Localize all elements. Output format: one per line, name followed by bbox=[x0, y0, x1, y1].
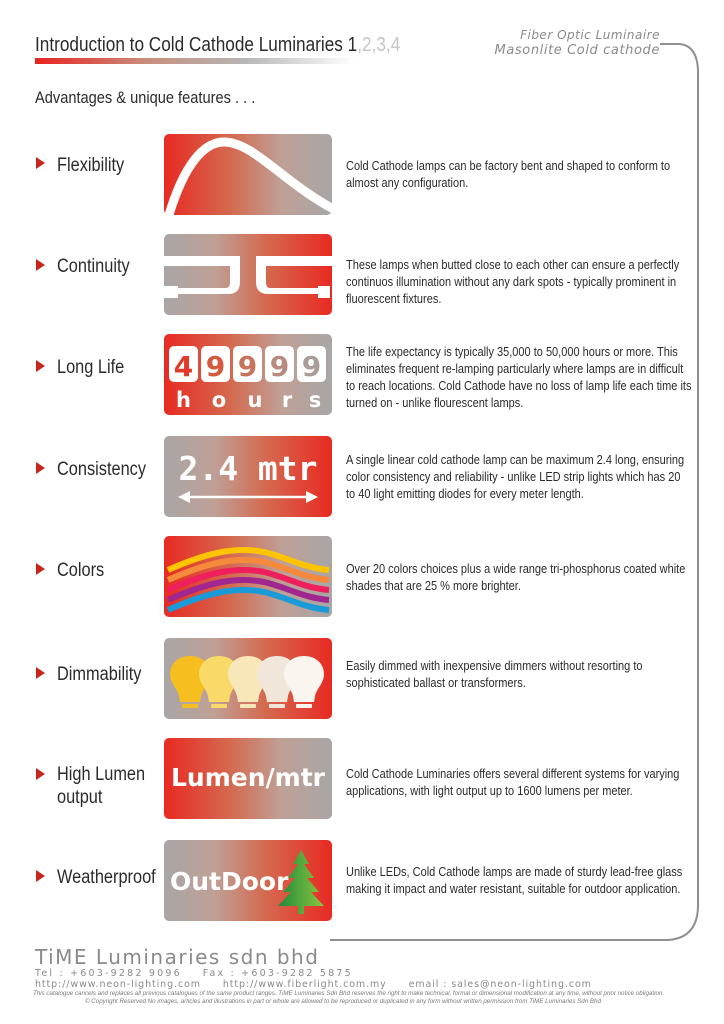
butted-tubes-icon bbox=[164, 234, 332, 315]
feature-label bbox=[57, 763, 145, 809]
svg-text:4: 4 bbox=[173, 350, 194, 383]
feature-description: Cold Cathode lamps can be factory bent and shaped to conform to almost any configuration. bbox=[346, 159, 671, 190]
length-arrow-icon bbox=[164, 436, 332, 517]
website-link-neon[interactable]: http://www.neon-lighting.com bbox=[35, 979, 201, 990]
section-subtitle: Advantages & unique features . . . bbox=[35, 88, 256, 107]
color-waves-icon bbox=[164, 536, 332, 617]
svg-text:9: 9 bbox=[269, 350, 290, 383]
svg-text:2.4 mtr: 2.4 mtr bbox=[178, 449, 318, 488]
feature-label: Consistency bbox=[57, 459, 147, 480]
feature-label: Long Life bbox=[57, 357, 125, 378]
feature-description: Over 20 colors choices plus a wide range tri-phosphorus coated white shades that are 25 % more brighter. bbox=[346, 562, 686, 593]
feature-label: Colors bbox=[57, 560, 105, 581]
phone-number: Tel : +603-9282 9096 bbox=[35, 968, 182, 979]
bullet-arrow-icon bbox=[36, 768, 45, 780]
page-title-text: Introduction to Cold Cathode Luminaries bbox=[35, 34, 343, 56]
bullet-arrow-icon bbox=[36, 259, 45, 271]
outdoor-tree-icon bbox=[164, 840, 332, 921]
hours-counter-icon bbox=[164, 334, 332, 415]
svg-text:OutDoor: OutDoor bbox=[170, 867, 289, 896]
feature-label: Weatherproof bbox=[57, 867, 156, 888]
lumen-text-icon bbox=[164, 738, 332, 819]
feature-colors bbox=[0, 536, 724, 618]
feature-long-life bbox=[0, 334, 724, 416]
feature-label-line1: High Lumen bbox=[57, 764, 146, 785]
svg-text:r: r bbox=[281, 388, 293, 412]
svg-text:9: 9 bbox=[237, 350, 258, 383]
bullet-arrow-icon bbox=[36, 157, 45, 169]
svg-text:h: h bbox=[176, 388, 191, 412]
svg-text:9: 9 bbox=[301, 350, 322, 383]
fax-number: Fax : +603-9282 5875 bbox=[202, 968, 353, 979]
bullet-arrow-icon bbox=[36, 563, 45, 575]
feature-description: A single linear cold cathode lamp can be maximum 2.4 long, ensuring color consistency and reliability - unlike LED strip lights which has 20 to 40 light emitting diodes for every meter length. bbox=[346, 453, 685, 501]
page-title bbox=[35, 34, 400, 57]
bullet-arrow-icon bbox=[36, 870, 45, 882]
svg-text:u: u bbox=[247, 388, 263, 412]
svg-text:9: 9 bbox=[205, 350, 226, 383]
svg-text:Lumen/mtr: Lumen/mtr bbox=[171, 763, 325, 792]
title-underline-gradient bbox=[35, 58, 355, 64]
contact-web-email bbox=[35, 979, 664, 990]
bullet-arrow-icon bbox=[36, 667, 45, 679]
feature-dimmability bbox=[0, 638, 724, 720]
svg-text:o: o bbox=[211, 388, 227, 412]
feature-description: These lamps when butted close to each other can ensure a perfectly continuos illumination without any dark spots - typically prominent in fluorescent fixtures. bbox=[346, 258, 680, 306]
feature-description: Easily dimmed with inexpensive dimmers without resorting to sophisticated ballast or transformers. bbox=[346, 659, 643, 690]
other-page-numbers: ,2,3,4 bbox=[357, 34, 401, 56]
bent-tube-icon bbox=[164, 134, 332, 215]
copyright-notice: © Copyright Reserved No images, articles and illustrations in part or whole are allowed to be reproduced or duplicated in any form without written permission from TiME Luminaries Sdn Bhd. bbox=[85, 998, 603, 1005]
brand-header bbox=[495, 28, 660, 58]
feature-label: Flexibility bbox=[57, 155, 125, 176]
company-name: TiME Luminaries sdn bhd bbox=[35, 945, 320, 969]
footer bbox=[35, 946, 664, 1006]
svg-text:s: s bbox=[308, 388, 322, 412]
email-link[interactable]: email : sales@neon-lighting.com bbox=[408, 979, 592, 990]
feature-label: Continuity bbox=[57, 256, 130, 277]
feature-label: Dimmability bbox=[57, 664, 142, 685]
feature-consistency bbox=[0, 436, 724, 518]
brand-line-masonlite: Masonlite Cold cathode bbox=[494, 43, 660, 58]
feature-flexibility bbox=[0, 134, 724, 216]
brand-line-fiber-optic: Fiber Optic Luminaire bbox=[520, 28, 660, 42]
feature-high-lumen-output bbox=[0, 738, 724, 820]
dimming-bulbs-icon bbox=[164, 638, 332, 719]
feature-label-line2: output bbox=[57, 787, 103, 808]
feature-description: Unlike LEDs, Cold Cathode lamps are made of sturdy lead-free glass making it impact and water resistant, suitable for outdoor application. bbox=[346, 865, 683, 896]
legal-disclaimer: This catalogue cancels and replaces all previous catalogues of the same product ranges. TiME Luminaries Sdn Bhd reserves the right to make technical, formal or dimensional modification at any time, without prior notice obligation. bbox=[33, 990, 665, 997]
website-link-fiberlight[interactable]: http://www.fiberlight.com.my bbox=[222, 979, 387, 990]
feature-weatherproof bbox=[0, 840, 724, 922]
feature-continuity bbox=[0, 234, 724, 316]
bullet-arrow-icon bbox=[36, 462, 45, 474]
feature-description: The life expectancy is typically 35,000 to 50,000 hours or more. This eliminates frequent re-lamping particularly where lamps are in difficult to reach locations. Cold Cathode have no loss of lamp life each time its turned on - unlike flourescent lamps. bbox=[346, 345, 692, 410]
current-page-number: 1 bbox=[347, 34, 358, 56]
bullet-arrow-icon bbox=[36, 360, 45, 372]
contact-phone-fax bbox=[35, 968, 664, 979]
feature-description: Cold Cathode Luminaries offers several different systems for varying applications, with light output up to 1600 lumens per meter. bbox=[346, 767, 680, 798]
